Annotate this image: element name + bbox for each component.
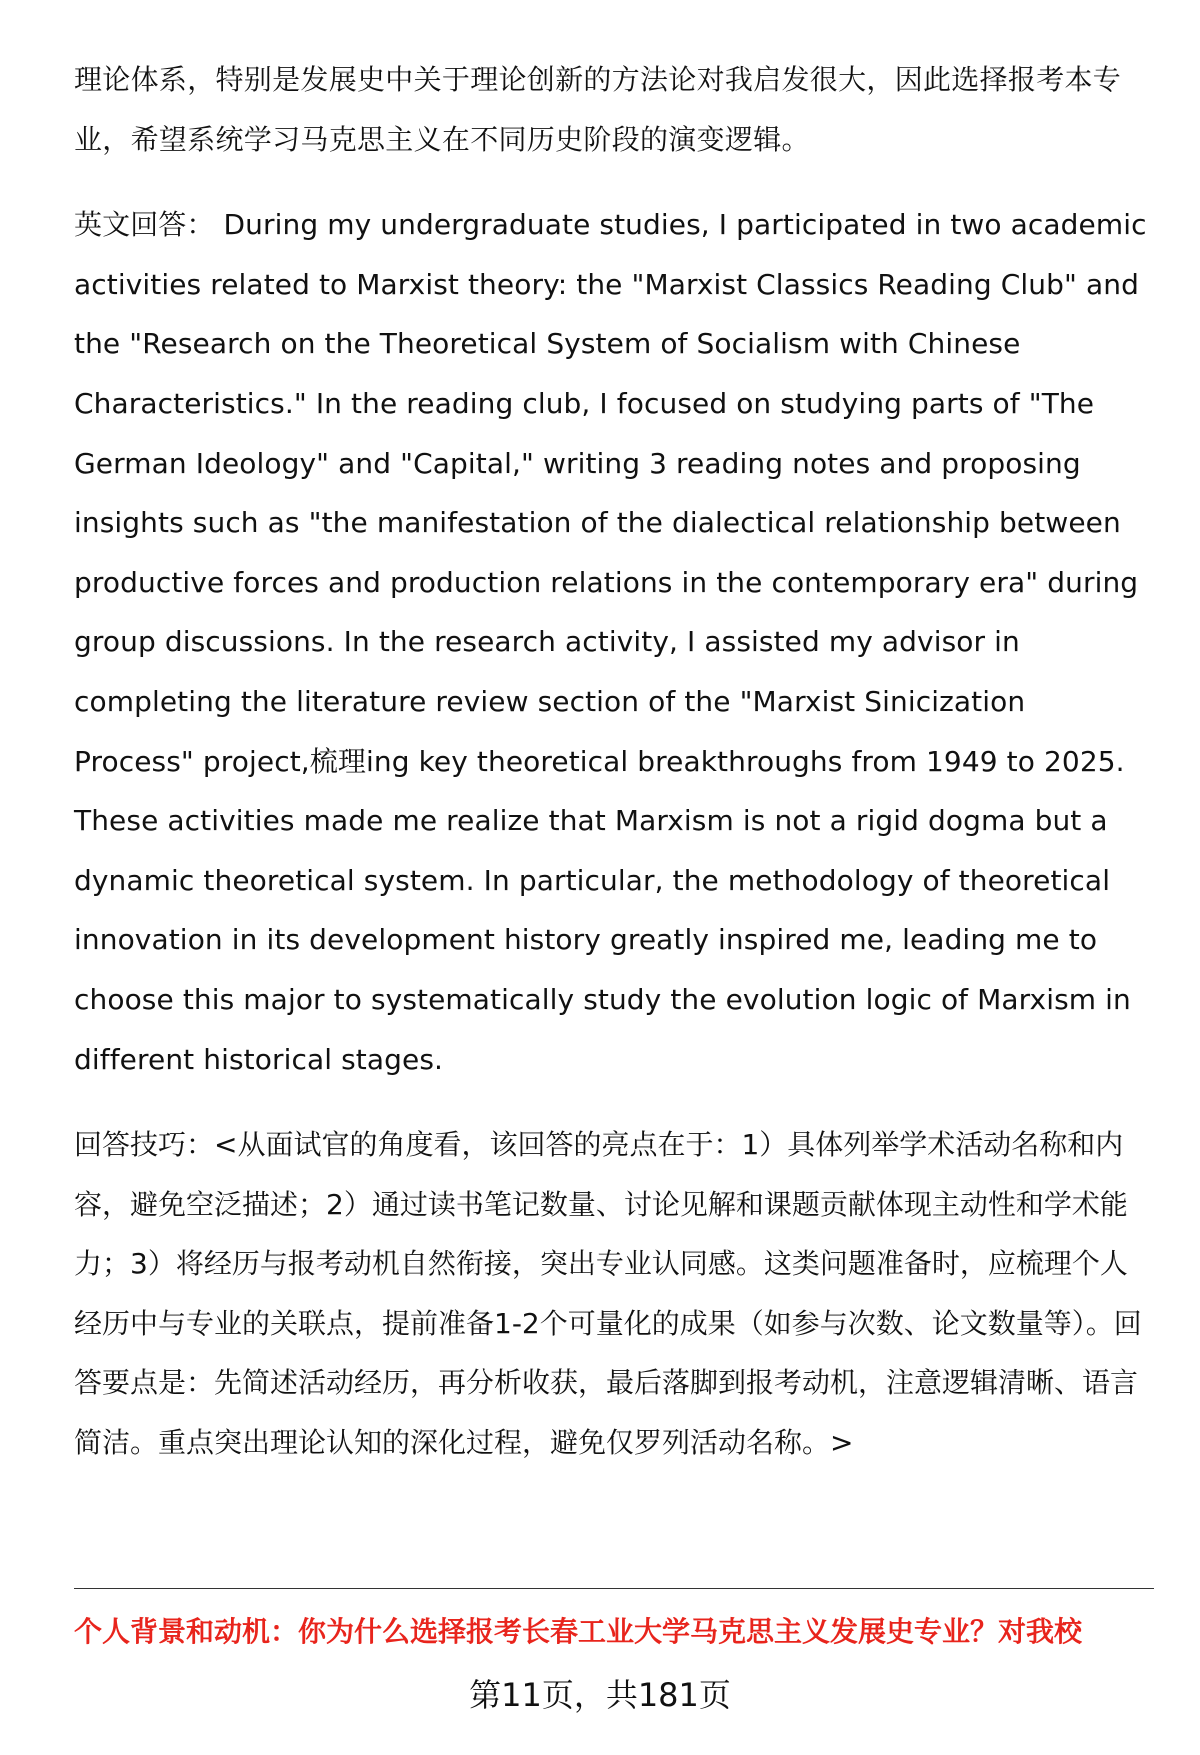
next-question-heading: 个人背景和动机：你为什么选择报考长春工业大学马克思主义发展史专业？对我校 bbox=[74, 1615, 1083, 1648]
paragraph-answer-tips: 回答技巧：<从面试官的角度看，该回答的亮点在于：1）具体列举学术活动名称和内容，避免空泛描述；2）通过读书笔记数量、讨论见解和课题贡献体现主动性和学术能力；3）将经历与报考动机自然衔接，突出专业认同感。这类问题准备时，应梳理个人经历中与专业的关联点，提前准备1-2个可量化的成果（如参与次数、论文数量等）。回答要点是：先简述活动经历，再分析收获，最后落脚到报考动机，注意逻辑清晰、语言简洁。重点突出理论认知的深化过程，避免仅罗列活动名称。> bbox=[74, 1128, 1142, 1460]
document-body bbox=[74, 50, 1154, 1473]
page-number-footer: 第11页，共181页 bbox=[469, 1676, 731, 1714]
paragraph-continuation: 理论体系，特别是发展史中关于理论创新的方法论对我启发很大，因此选择报考本专业，希望系统学习马克思主义在不同历史阶段的演变逻辑。 bbox=[74, 63, 1122, 156]
section-divider bbox=[74, 1588, 1154, 1589]
paragraph-english-answer: 英文回答： During my undergraduate studies, I participated in two academic activities related to Marxist theory: the "Marxist Classics Reading Club" and the "Research on the Theoretical System of Socialism with Chinese Characteristics." In the reading club, I focused on studying parts of "The German Ideology" and "Capital," writing 3 reading notes and proposing insights such as "the manifestation of the dialectical relationship between productive forces and production relations in the contemporary era" during group discussions. In the research activity, I assisted my advisor in completing the literature review section of the "Marxist Sinicization Process" project,梳理ing key theoretical breakthroughs from 1949 to 2025. These activities made me realize that Marxism is not a rigid dogma but a dynamic theoretical system. In particular, the methodology of theoretical innovation in its development history greatly inspired me, leading me to choose this major to systematically study the evolution logic of Marxism in different historical stages. bbox=[74, 208, 1147, 1076]
